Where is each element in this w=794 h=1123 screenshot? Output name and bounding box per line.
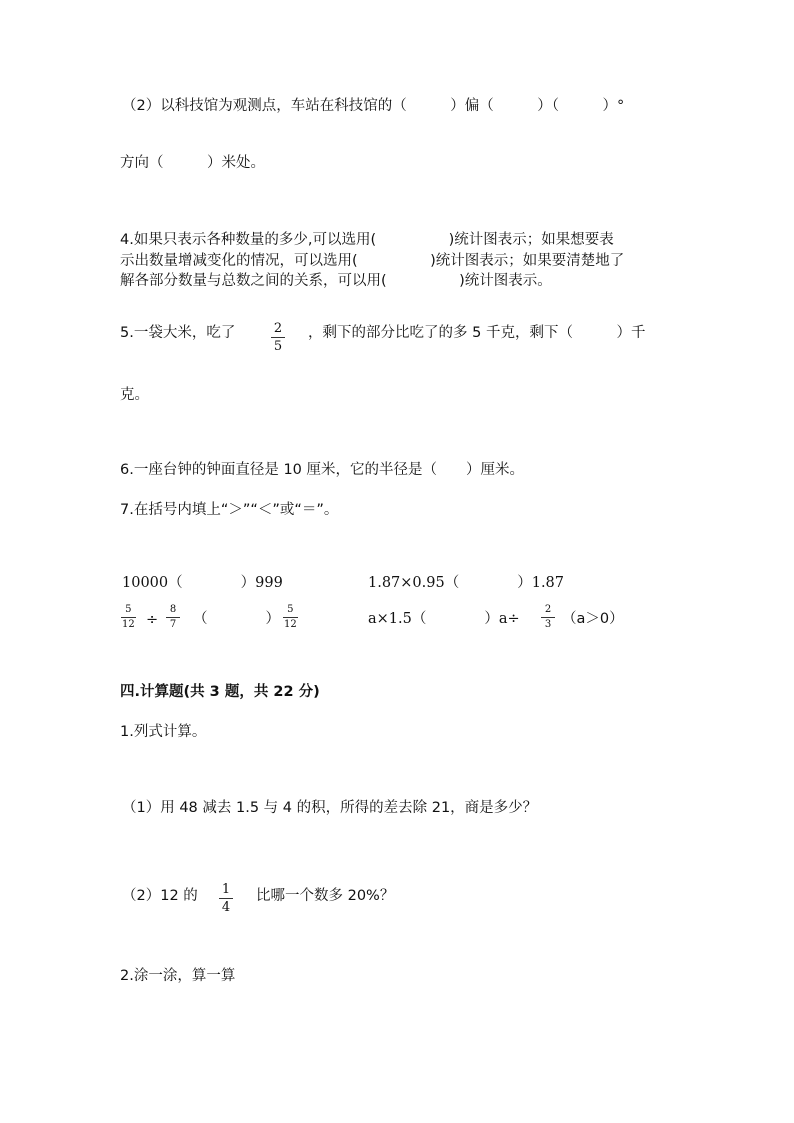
q7-title: 7.在括号内填上“＞”“＜”或“＝”。 bbox=[120, 502, 339, 518]
q7-r2c1-f3-numerator: 5 bbox=[287, 604, 294, 615]
q7-r2c1-f3-denominator: 12 bbox=[284, 619, 297, 630]
q7-r2c1-f2-numerator: 8 bbox=[169, 604, 177, 615]
calc1-part1: （1）用 48 减去 1.5 与 4 的积，所得的差去除 21，商是多少？ bbox=[122, 800, 538, 816]
q7-r2c2-numerator: 2 bbox=[544, 604, 552, 615]
q3-part2-line1: （2）以科技馆为观测点，车站在科技馆的（ ）偏（ ）（ ）° bbox=[122, 98, 625, 114]
calc1-part2-before: （2）12 的 bbox=[122, 888, 198, 904]
q5-fraction-denominator: 5 bbox=[271, 337, 285, 353]
q5-text-before: 5.一袋大米，吃了 bbox=[120, 325, 236, 341]
q5-text-after: ，剩下的部分比吃了的多 5 千克，剩下（ ）千 bbox=[308, 325, 646, 341]
q5-line2: 克。 bbox=[120, 387, 149, 403]
q5-fraction bbox=[271, 322, 285, 353]
q3-part2-line2: 方向（ ）米处。 bbox=[120, 155, 265, 171]
q4-line3: 解各部分数量与总数之间的关系，可以用( )统计图表示。 bbox=[120, 273, 552, 289]
q7-r2c2-denominator: 3 bbox=[541, 617, 555, 630]
calc1-part2-fraction bbox=[219, 883, 233, 914]
q7-r2c2-text-after: （a＞0） bbox=[562, 611, 624, 627]
q7-r2c1-fraction-2 bbox=[166, 605, 180, 630]
q7-r2c1-fraction-3 bbox=[283, 605, 298, 630]
q7-r2c2-fraction bbox=[541, 605, 555, 630]
calc1-part2-after: 比哪一个数多 20%？ bbox=[256, 888, 395, 904]
q7-r2c2-text-before: a×1.5（ ）a÷ bbox=[368, 611, 520, 627]
q5-fraction-numerator: 2 bbox=[273, 321, 283, 336]
calc1-part2-numerator: 1 bbox=[221, 882, 231, 897]
calc1-part2-denominator: 4 bbox=[219, 898, 233, 914]
calc2-title: 2.涂一涂，算一算 bbox=[120, 968, 236, 984]
q7-row1-col1: 10000（ ）999 bbox=[122, 575, 283, 591]
q4-line2: 示出数量增减变化的情况，可以选用( )统计图表示；如果要清楚地了 bbox=[120, 253, 625, 269]
q7-r2c1-fraction-1 bbox=[121, 605, 136, 630]
q7-r2c1-operator: ÷ bbox=[146, 612, 159, 628]
q7-r2c1-blank: （ ） bbox=[193, 611, 280, 627]
q4-line1: 4.如果只表示各种数量的多少,可以选用( )统计图表示；如果想要表 bbox=[120, 232, 614, 248]
section4-title: 四.计算题(共 3 题，共 22 分) bbox=[120, 684, 320, 700]
q7-r2c1-f2-denominator: 7 bbox=[166, 617, 180, 630]
q7-row1-col2: 1.87×0.95（ ）1.87 bbox=[368, 575, 565, 591]
q6-text: 6.一座台钟的钟面直径是 10 厘米，它的半径是（ ）厘米。 bbox=[120, 462, 525, 478]
calc1-title: 1.列式计算。 bbox=[120, 724, 207, 740]
q7-r2c1-f1-numerator: 5 bbox=[125, 604, 132, 615]
q7-r2c1-f1-denominator: 12 bbox=[122, 619, 135, 630]
